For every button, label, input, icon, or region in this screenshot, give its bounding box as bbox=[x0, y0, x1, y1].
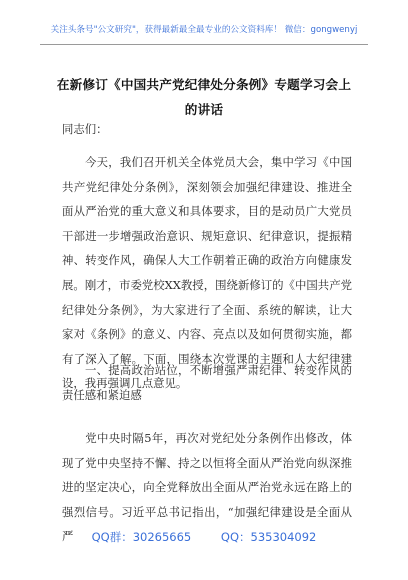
heading-text: 一、提高政治站位，不断增强严肃纪律、转变作风的责任感和紧迫感 bbox=[62, 363, 352, 402]
document-title: 在新修订《中国共产党纪律处分条例》专题学习会上的讲话 bbox=[56, 77, 352, 117]
header-banner: 关注头条号"公文研究"，获得最新最全最专业的公文资料库！ 微信：gongwenyj bbox=[50, 25, 358, 35]
paragraph-text: 今天，我们召开机关全体党员大会，集中学习《中国共产党纪律处分条例》，深刻领会加强纪律建设、推进全面从严治党的重大意义和具体要求，目的是动员广大党员干部进一步增强政治意识、规矩意识、纪律意识，提振精神、转变作风，确保人大工作朝着正确的政治方向健康发展。刚才，市委党校XX教授，围绕新修订的《中国共产党纪律处分条例》，为大家进行了全面、系统的解读，让大家对《条例》的意义、内容、亮点以及如何贯彻实施，都有了深入了解。下面，围绕本次党课的主题和人大纪律建设，我再强调几点意见。 bbox=[62, 155, 352, 391]
salutation: 同志们： bbox=[62, 122, 108, 136]
qq-number: QQ：535304092 bbox=[220, 530, 317, 544]
footer-contacts bbox=[0, 530, 408, 544]
section-heading bbox=[62, 358, 352, 408]
paragraph-text: 党中央时隔5年，再次对党纪处分条例作出修改，体现了党中央坚持不懈、持之以恒将全面从严治党向纵深推进的坚定决心，向全党释放出全面从严治党永远在路上的强烈信号。习近平总书记指出，“加强纪律建设是全面从严 bbox=[62, 431, 352, 544]
header-divider bbox=[40, 44, 368, 45]
qq-group-number: QQ群：30265665 bbox=[91, 530, 192, 544]
